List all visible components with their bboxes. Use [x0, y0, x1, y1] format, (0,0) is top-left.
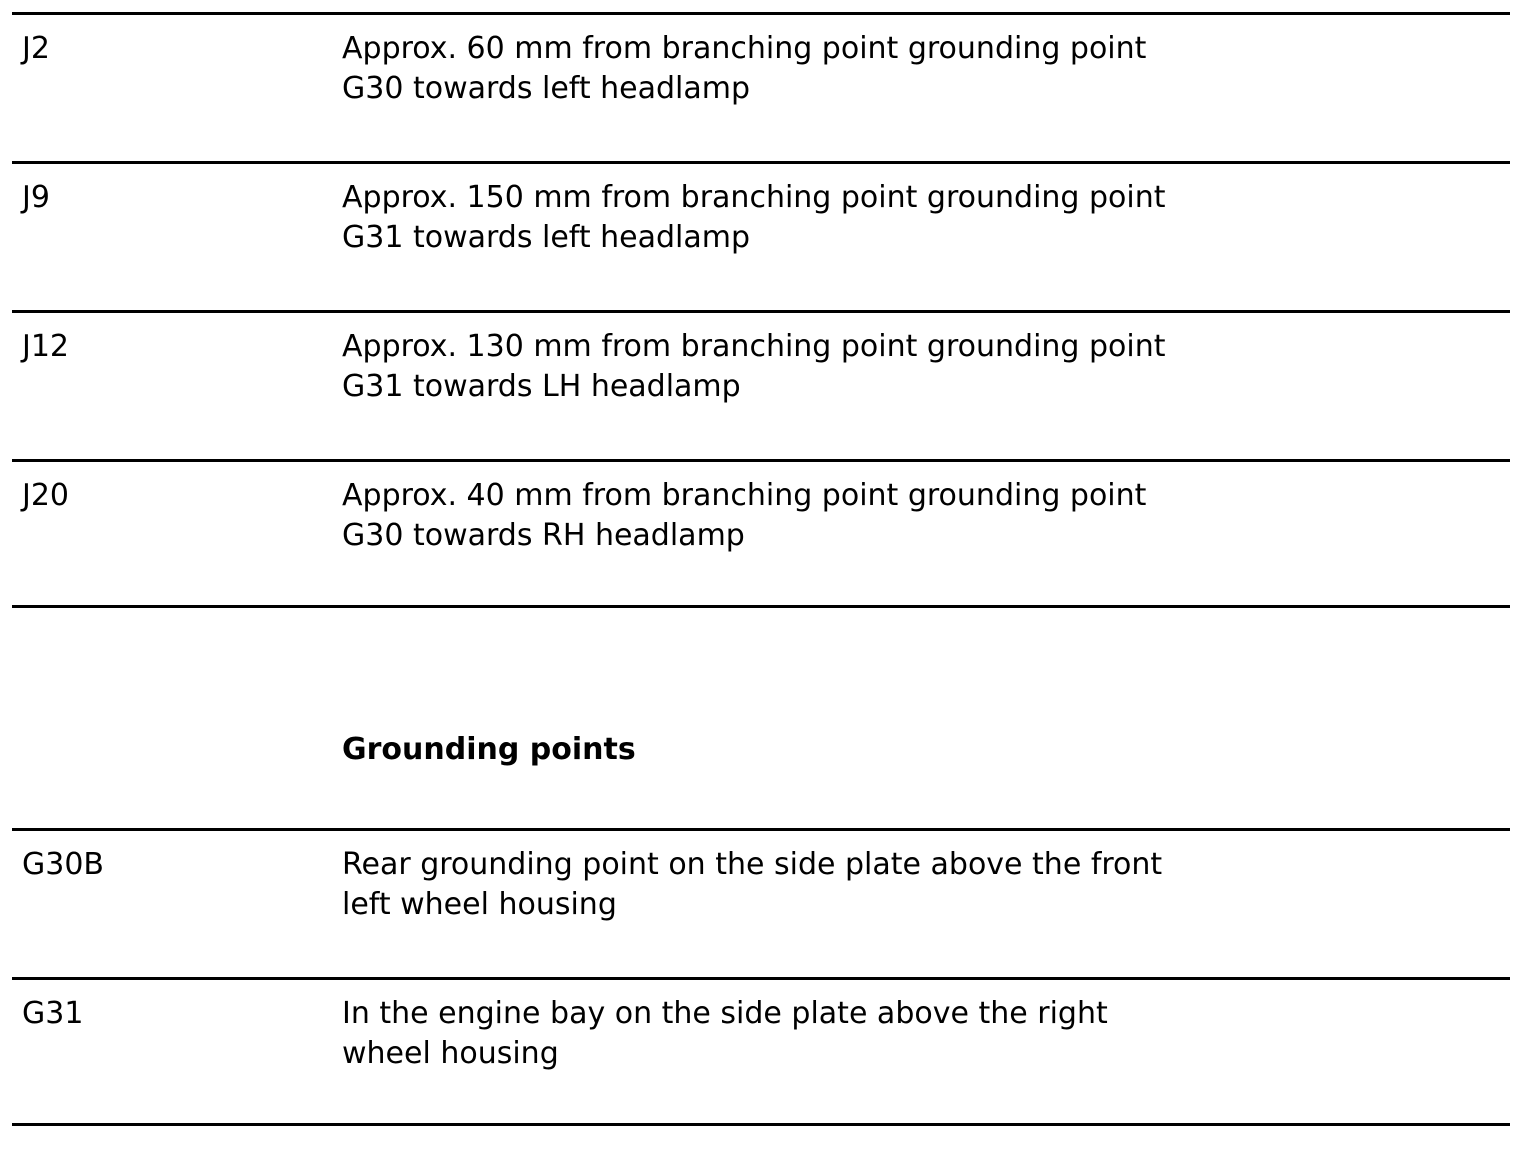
table-row	[12, 12, 1510, 161]
junction-description: Approx. 150 mm from branching point grounding point G31 towards left headlamp	[342, 180, 1166, 255]
grounding-description: Rear grounding point on the side plate above the front left wheel housing	[342, 847, 1163, 922]
junctions-table	[12, 12, 1510, 608]
table-row	[12, 310, 1510, 459]
grounding-points-table	[12, 828, 1510, 1126]
junction-description: Approx. 60 mm from branching point grounding point G30 towards left headlamp	[342, 31, 1147, 106]
grounding-code: G31	[22, 996, 84, 1031]
junction-code: J12	[22, 329, 70, 364]
junction-description: Approx. 130 mm from branching point grounding point G31 towards LH headlamp	[342, 329, 1166, 404]
table-row	[12, 459, 1510, 608]
grounding-description: In the engine bay on the side plate above the right wheel housing	[342, 996, 1108, 1071]
junction-code: J9	[22, 180, 50, 215]
table-row	[12, 828, 1510, 977]
table-row	[12, 977, 1510, 1126]
grounding-code: G30B	[22, 847, 105, 882]
table-row	[12, 161, 1510, 310]
junction-code: J2	[22, 31, 50, 66]
grounding-points-heading: Grounding points	[342, 732, 636, 767]
junction-code: J20	[22, 478, 70, 513]
junction-description: Approx. 40 mm from branching point grounding point G30 towards RH headlamp	[342, 478, 1147, 553]
